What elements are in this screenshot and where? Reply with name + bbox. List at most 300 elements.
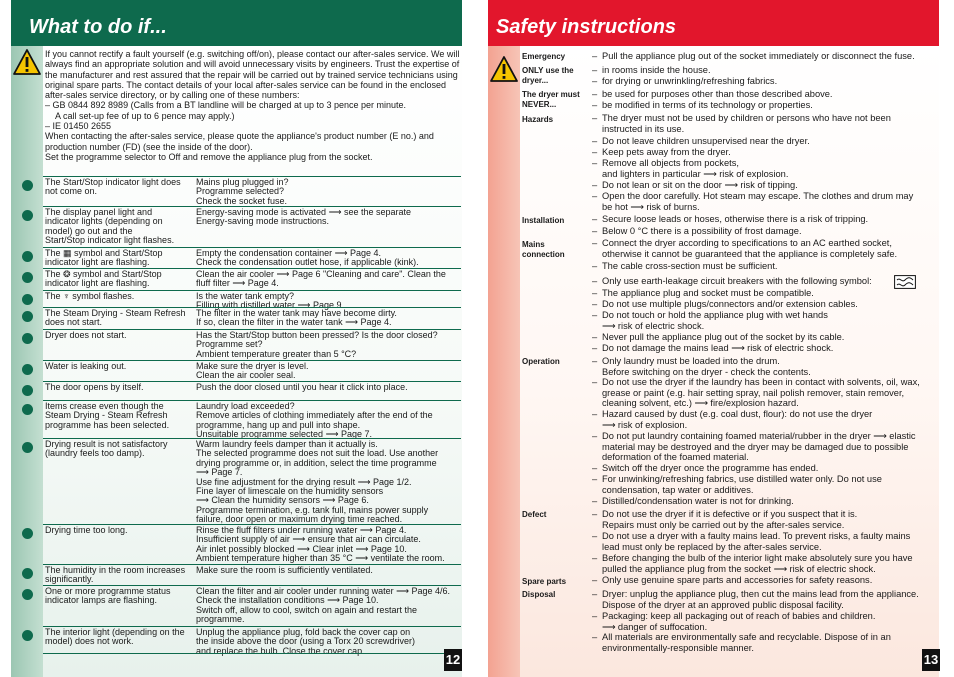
right-page xyxy=(488,0,954,677)
list-dash: – xyxy=(592,288,598,298)
safety-line: instructed in its use. xyxy=(602,123,685,134)
list-dash: – xyxy=(592,474,598,484)
list-dash: – xyxy=(592,377,598,387)
safety-item-text xyxy=(592,113,942,134)
fault-line: Dryer does not start. xyxy=(45,330,127,340)
list-dash: – xyxy=(592,589,598,599)
fault-line: The Start/Stop indicator light does xyxy=(45,177,181,187)
safety-line: Dispose of the dryer at an approved public disposal facility. xyxy=(602,599,844,610)
fault-bullet-icon xyxy=(22,251,33,262)
safety-line: environmentally-responsible manner. xyxy=(602,642,754,653)
safety-item xyxy=(592,589,942,610)
list-dash: – xyxy=(592,299,598,309)
safety-item-text xyxy=(592,332,942,343)
section-label-defect: Defect xyxy=(522,510,547,519)
safety-line: Do not put laundry containing foamed material/rubber in the dryer ⟶ elastic xyxy=(602,431,916,441)
safety-item-text xyxy=(592,356,942,377)
safety-line: Pull the appliance plug out of the socket immediately or disconnect the fuse. xyxy=(602,51,915,61)
fault-remedy xyxy=(196,331,461,359)
safety-line: Below 0 °C there is a possibility of frost damage. xyxy=(602,226,802,236)
safety-item xyxy=(592,575,942,586)
section-label-never: The dryer must NEVER... xyxy=(522,90,580,109)
remedy-line: Unplug the appliance plug, fold back the cover cap on xyxy=(196,627,411,637)
intro-ie-line: – IE 01450 2655 xyxy=(45,121,112,132)
fault-line: does not start. xyxy=(45,317,103,328)
safety-item xyxy=(592,496,942,507)
safety-item-text xyxy=(592,100,942,111)
left-page xyxy=(0,0,466,677)
safety-item xyxy=(592,100,942,111)
safety-item xyxy=(592,377,942,409)
fault-table xyxy=(0,0,466,677)
fault-remedy xyxy=(196,362,461,381)
warning-triangle-icon xyxy=(489,55,519,83)
safety-item xyxy=(592,214,942,225)
fault-description xyxy=(45,526,195,535)
fault-description xyxy=(45,270,195,289)
fault-remedy xyxy=(196,208,461,227)
safety-line: material may be destroyed and the dryer may be damaged due to possible xyxy=(602,441,909,452)
fault-line: The door opens by itself. xyxy=(45,382,144,392)
remedy-line: If so, clean the filter in the water tank ⟶ Page 4. xyxy=(196,317,392,328)
list-dash: – xyxy=(592,276,598,286)
safety-line: Remove all objects from pockets, xyxy=(602,158,739,168)
safety-line: Connect the dryer according to specifications to an AC earthed socket, xyxy=(602,238,892,248)
safety-item-text xyxy=(592,553,942,574)
safety-line: Do not use a dryer with a faulty mains lead. To prevent risks, a faulty mains xyxy=(602,531,911,541)
fault-remedy xyxy=(196,270,461,289)
section-label-emergency: Emergency xyxy=(522,52,566,61)
intro-selector: Set the programme selector to Off and remove the appliance plug from the socket. xyxy=(45,151,373,162)
intro-gb-line: – GB 0844 892 8989 (Calls from a BT landline will be charged at up to 3 pence per minute. xyxy=(45,100,407,111)
safety-list xyxy=(488,0,954,677)
safety-item xyxy=(592,310,942,331)
safety-line: ⟶ risk of electric shock. xyxy=(602,320,705,331)
remedy-line: Check the socket fuse. xyxy=(196,195,288,206)
list-dash: – xyxy=(592,136,598,146)
fault-line: The ❂ symbol and Start/Stop xyxy=(45,269,162,279)
safety-line: Dryer: unplug the appliance plug, then cut the mains lead from the appliance. xyxy=(602,589,919,599)
safety-line: condensation, tap water or additives. xyxy=(602,484,754,495)
fault-line: The ▦ symbol and Start/Stop xyxy=(45,248,163,258)
safety-item-text xyxy=(592,147,942,158)
fault-bullet-icon xyxy=(22,333,33,344)
fault-line: The humidity in the room increases xyxy=(45,565,186,575)
list-dash: – xyxy=(592,431,598,441)
remedy-line: Programme selected? xyxy=(196,186,285,197)
intro-contact: When contacting the after-sales service, please quote the appliance's product number (E no.) and production number (FD) (see the inside of the door). xyxy=(45,131,434,152)
safety-line: The cable cross-section must be sufficient. xyxy=(602,261,778,271)
fault-line: programme has been selected. xyxy=(45,419,170,430)
safety-item-text xyxy=(592,509,942,530)
fault-bullet-icon xyxy=(22,294,33,305)
fault-line: model) does not work. xyxy=(45,636,134,647)
safety-line: Open the door carefully. Hot steam may escape. The clothes and drum may xyxy=(602,191,914,201)
safety-line: Repairs must only be carried out by the after-sales service. xyxy=(602,519,845,530)
fault-remedy xyxy=(196,566,461,575)
fault-line: model) go out and the xyxy=(45,225,133,236)
safety-line: Do not use the dryer if the laundry has been in contact with solvents, oil, wax, xyxy=(602,377,920,387)
remedy-line: Clean the air cooler seal. xyxy=(196,370,296,381)
safety-item xyxy=(592,136,942,147)
section-label-mains: Mains connection xyxy=(522,240,565,259)
list-dash: – xyxy=(592,611,598,621)
safety-line: and lighters in particular ⟶ risk of explosion. xyxy=(602,168,789,179)
safety-item-text xyxy=(592,463,942,474)
fault-bullet-icon xyxy=(22,364,33,375)
fault-line: The interior light (depending on the xyxy=(45,627,185,637)
fault-line: Start/Stop indicator light flashes. xyxy=(45,235,175,246)
fault-line: indicator lights (depending on xyxy=(45,216,163,227)
safety-item-text xyxy=(592,377,942,409)
safety-item-text xyxy=(592,496,942,507)
list-dash: – xyxy=(592,65,598,75)
safety-line: Only use earth-leakage circuit breakers with the following symbol: xyxy=(602,276,872,286)
list-dash: – xyxy=(592,261,598,271)
safety-line: Packaging: keep all packaging out of reach of babies and children. xyxy=(602,611,876,621)
list-dash: – xyxy=(592,180,598,190)
safety-item-text xyxy=(592,51,942,62)
fault-bullet-icon xyxy=(22,180,33,191)
table-row-divider xyxy=(43,653,461,654)
intro-gb-fee: A call set-up fee of up to 6 pence may apply.) xyxy=(55,110,235,121)
safety-line: Do not damage the mains lead ⟶ risk of electric shock. xyxy=(602,343,834,353)
remedy-line: The selected programme does not suit the load. Use another xyxy=(196,448,439,459)
safety-item xyxy=(592,463,942,474)
fault-bullet-icon xyxy=(22,311,33,322)
safety-line: in rooms inside the house. xyxy=(602,65,711,75)
safety-line: be modified in terms of its technology or properties. xyxy=(602,100,813,110)
safety-item xyxy=(592,65,942,76)
safety-line: grease or paint (e.g. hair setting spray, nail polish remover, stain remover, xyxy=(602,387,905,398)
remedy-line: Energy-saving mode instructions. xyxy=(196,216,330,227)
fault-bullet-icon xyxy=(22,630,33,641)
safety-line: The appliance plug and socket must be compatible. xyxy=(602,288,814,298)
page-number: 12 xyxy=(444,649,462,671)
list-dash: – xyxy=(592,632,598,642)
remedy-line: Programme termination, e.g. tank full, mains power supply xyxy=(196,504,429,515)
fault-bullet-icon xyxy=(22,272,33,283)
list-dash: – xyxy=(592,553,598,563)
list-dash: – xyxy=(592,409,598,419)
safety-line: Do not use multiple plugs/connectors and/or extension cables. xyxy=(602,299,858,309)
safety-item xyxy=(592,343,942,354)
safety-line: For unwinking/refreshing fabrics, use distilled water only. Do not use xyxy=(602,474,882,484)
fault-line: significantly. xyxy=(45,574,94,585)
fault-description xyxy=(45,383,195,392)
list-dash: – xyxy=(592,191,598,201)
remedy-line: Fine layer of limescale on the humidity sensors xyxy=(196,486,384,497)
fault-line: Water is leaking out. xyxy=(45,361,127,371)
safety-item-text xyxy=(592,214,942,225)
intro-paragraph: If you cannot rectify a fault yourself (e.g. switching off/on), please contact our after-sales service. We will always find an appropriate solution and will avoid unnecessary visits by engineers. Trust the expertise of the manufacturer and rest assured that the repair will be carried out by trained service technicians using original spare parts. The contact details of your local after-sales service can be found in the enclosed after-sales service directory, or by calling one of these numbers: xyxy=(45,49,460,101)
list-dash: – xyxy=(592,89,598,99)
safety-item xyxy=(592,632,942,653)
list-dash: – xyxy=(592,356,598,366)
safety-item-text xyxy=(592,310,942,331)
fault-line: indicator light are flashing. xyxy=(45,257,150,268)
list-dash: – xyxy=(592,496,598,506)
remedy-line: Ambient temperature greater than 5 °C? xyxy=(196,348,357,359)
remedy-line: Filling with distilled water ⟶ Page 9. xyxy=(196,300,344,311)
fault-description xyxy=(45,309,195,328)
list-dash: – xyxy=(592,147,598,157)
list-dash: – xyxy=(592,332,598,342)
safety-line: Before switching on the dryer - check the contents. xyxy=(602,366,811,377)
safety-item xyxy=(592,431,942,463)
fault-remedy xyxy=(196,440,461,525)
remedy-line: Use fine adjustment for the drying result ⟶ Page 1/2. xyxy=(196,476,412,487)
list-dash: – xyxy=(592,51,598,61)
fault-line: Steam Drying - Steam Refresh xyxy=(45,410,168,421)
safety-line: for drying or unwrinkling/refreshing fabrics. xyxy=(602,76,778,86)
fault-remedy xyxy=(196,628,461,656)
fault-description xyxy=(45,587,195,606)
section-label-installation: Installation xyxy=(522,216,565,225)
remedy-line: Laundry load exceeded? xyxy=(196,401,295,411)
safety-line: Secure loose leads or hoses, otherwise there is a risk of tripping. xyxy=(602,214,869,224)
fault-bullet-icon xyxy=(22,568,33,579)
remedy-line: Mains plug plugged in? xyxy=(196,177,289,187)
fault-line: One or more programme status xyxy=(45,586,171,596)
list-dash: – xyxy=(592,100,598,110)
safety-item-text xyxy=(592,158,942,179)
safety-item-text xyxy=(592,409,942,430)
safety-line: ⟶ danger of suffocation. xyxy=(602,621,708,632)
list-dash: – xyxy=(592,575,598,585)
safety-line: be hot ⟶ risk of burns. xyxy=(602,201,700,212)
remedy-line: the inside above the door (using a Torx 20 screwdriver) xyxy=(196,636,415,647)
fault-description xyxy=(45,208,195,246)
safety-line: Do not lean or sit on the door ⟶ risk of tipping. xyxy=(602,180,798,190)
safety-item xyxy=(592,356,942,377)
safety-line: Only laundry must be loaded into the drum. xyxy=(602,356,780,366)
safety-item xyxy=(592,474,942,495)
fault-remedy xyxy=(196,402,461,440)
safety-item-text xyxy=(592,261,942,272)
remedy-line: Unsuitable programme selected ⟶ Page 7. xyxy=(196,429,372,440)
safety-line: Distilled/condensation water is not for drinking. xyxy=(602,496,794,506)
safety-line: ⟶ risk of explosion. xyxy=(602,419,688,430)
remedy-line: Push the door closed until you hear it click into place. xyxy=(196,382,408,392)
safety-line: Hazard caused by dust (e.g. coal dust, flour): do not use the dryer xyxy=(602,409,873,419)
fault-line: indicator lamps are flashing. xyxy=(45,595,158,606)
section-label-spare: Spare parts xyxy=(522,577,567,586)
safety-item-text xyxy=(592,191,942,212)
safety-line: cleaning solvent, etc.) ⟶ fire/explosion hazard. xyxy=(602,398,799,409)
safety-line: Do not leave children unsupervised near the dryer. xyxy=(602,136,810,146)
fault-line: Items crease even though the xyxy=(45,401,164,411)
safety-item-text xyxy=(592,299,942,310)
remedy-line: Has the Start/Stop button been pressed? Is the door closed? xyxy=(196,330,438,340)
list-dash: – xyxy=(592,113,598,123)
safety-item-text xyxy=(592,589,942,610)
remedy-line: programme. xyxy=(196,614,245,625)
remedy-line: Air inlet possibly blocked ⟶ Clear inlet ⟶ Page 10. xyxy=(196,543,407,554)
safety-item xyxy=(592,158,942,179)
remedy-line: failure, door open or maximum drying time reached. xyxy=(196,514,403,525)
remedy-line: The filter in the water tank may have become dirty. xyxy=(196,308,397,318)
safety-item xyxy=(592,76,942,87)
list-dash: – xyxy=(592,214,598,224)
safety-item xyxy=(592,180,942,191)
safety-line: lead must only be replaced by the after-sales service. xyxy=(602,541,822,552)
safety-line: be used for purposes other than those described above. xyxy=(602,89,833,99)
safety-item-text xyxy=(592,575,942,586)
remedy-line: Check the installation conditions ⟶ Page 10. xyxy=(196,595,379,606)
safety-line: Before changing the bulb of the interior light make absolutely sure you have xyxy=(602,553,913,563)
list-dash: – xyxy=(592,310,598,320)
fault-remedy xyxy=(196,526,461,564)
remedy-line: Ambient temperature higher than 35 °C ⟶ ventilate the room. xyxy=(196,553,445,564)
fault-bullet-icon xyxy=(22,589,33,600)
list-dash: – xyxy=(592,531,598,541)
safety-item xyxy=(592,288,942,299)
fault-line: The display panel light and xyxy=(45,207,153,217)
remedy-line: fluff filter ⟶ Page 4. xyxy=(196,278,279,289)
fault-bullet-icon xyxy=(22,210,33,221)
remedy-line: ⟶ Clean the humidity sensors ⟶ Page 6. xyxy=(196,495,369,506)
fault-line: Drying result is not satisfactory xyxy=(45,439,168,449)
remedy-line: and replace the bulb. Close the cover cap. xyxy=(196,645,365,656)
fault-bullet-icon xyxy=(22,528,33,539)
fault-remedy xyxy=(196,383,461,392)
fault-bullet-icon xyxy=(22,404,33,415)
fault-line: indicator light are flashing. xyxy=(45,278,150,289)
rcd-symbol-icon xyxy=(894,275,916,289)
fault-line: The ♆ symbol flashes. xyxy=(45,291,135,301)
remedy-line: Make sure the dryer is level. xyxy=(196,361,309,371)
safety-line: Keep pets away from the dryer. xyxy=(602,147,731,157)
remedy-line: Programme set? xyxy=(196,339,263,350)
section-label-hazards: Hazards xyxy=(522,115,554,124)
fault-description xyxy=(45,628,195,647)
remedy-line: Is the water tank empty? xyxy=(196,291,295,301)
safety-item xyxy=(592,238,942,259)
section-label-only-use: ONLY use the dryer... xyxy=(522,66,574,85)
safety-line: otherwise it cannot be guaranteed that the appliance is completely safe. xyxy=(602,248,898,259)
list-dash: – xyxy=(592,463,598,473)
safety-item xyxy=(592,276,942,287)
safety-item xyxy=(592,226,942,237)
fault-description xyxy=(45,292,195,301)
remedy-line: Clean the air cooler ⟶ Page 6 "Cleaning and care". Clean the xyxy=(196,269,446,279)
safety-item xyxy=(592,51,942,62)
safety-line: Never pull the appliance plug out of the socket by its cable. xyxy=(602,332,845,342)
fault-description xyxy=(45,402,195,430)
safety-line: Only use genuine spare parts and accessories for safety reasons. xyxy=(602,575,873,585)
safety-item-text xyxy=(592,180,942,191)
safety-item-text xyxy=(592,65,942,76)
fault-bullet-icon xyxy=(22,385,33,396)
safety-line: Switch off the dryer once the programme has ended. xyxy=(602,463,819,473)
fault-description xyxy=(45,440,195,459)
fault-line: (laundry feels too damp). xyxy=(45,448,145,459)
fault-remedy xyxy=(196,178,461,206)
remedy-line: Remove articles of clothing immediately after the end of the xyxy=(196,410,433,421)
safety-line: The dryer must not be used by children or persons who have not been xyxy=(602,113,891,123)
safety-item xyxy=(592,89,942,100)
safety-line: Do not touch or hold the appliance plug with wet hands xyxy=(602,310,828,320)
remedy-line: Energy-saving mode is activated ⟶ see the separate xyxy=(196,207,412,217)
safety-item-text xyxy=(592,431,942,463)
list-dash: – xyxy=(592,509,598,519)
remedy-line: Empty the condensation container ⟶ Page 4. xyxy=(196,248,382,258)
safety-item xyxy=(592,113,942,134)
remedy-line: Insufficient supply of air ⟶ ensure that air can circulate. xyxy=(196,534,421,545)
safety-item-text xyxy=(592,89,942,100)
safety-item-text xyxy=(592,343,942,354)
safety-line: pulled the appliance plug from the socket ⟶ risk of electric shock. xyxy=(602,563,876,574)
page-title: Safety instructions xyxy=(496,16,677,38)
remedy-line: Check the condensation outlet hose, if applicable (kink). xyxy=(196,257,419,268)
fault-remedy xyxy=(196,587,461,625)
safety-line: Do not use the dryer if it is defective or if you suspect that it is. xyxy=(602,509,858,519)
fault-remedy xyxy=(196,249,461,268)
fault-bullet-icon xyxy=(22,442,33,453)
page-number: 13 xyxy=(922,649,940,671)
safety-item xyxy=(592,409,942,430)
safety-item xyxy=(592,531,942,552)
list-dash: – xyxy=(592,76,598,86)
section-label-disposal: Disposal xyxy=(522,590,556,599)
fault-description xyxy=(45,249,195,268)
fault-description xyxy=(45,331,195,340)
safety-line: All materials are environmentally safe and recyclable. Dispose of in an xyxy=(602,632,891,642)
safety-item xyxy=(592,191,942,212)
safety-item-text xyxy=(592,238,942,259)
safety-item-text xyxy=(592,136,942,147)
safety-item-text xyxy=(592,632,942,653)
safety-item xyxy=(592,553,942,574)
safety-item-text xyxy=(592,288,942,299)
remedy-line: drying programme or, in addition, select the time programme xyxy=(196,457,437,468)
safety-item xyxy=(592,332,942,343)
safety-line: deformation of the foamed material. xyxy=(602,452,749,463)
list-dash: – xyxy=(592,226,598,236)
safety-item-text xyxy=(592,276,942,287)
safety-item-text xyxy=(592,474,942,495)
fault-description xyxy=(45,566,195,585)
safety-item-text xyxy=(592,611,942,632)
remedy-line: Clean the filter and air cooler under running water ⟶ Page 4/6. xyxy=(196,586,451,596)
safety-item xyxy=(592,509,942,530)
section-label-operation: Operation xyxy=(522,357,560,366)
list-dash: – xyxy=(592,238,598,248)
safety-item xyxy=(592,261,942,272)
remedy-line: Switch off, allow to cool, switch on again and restart the xyxy=(196,604,417,615)
remedy-line: ⟶ Page 7. xyxy=(196,467,243,478)
remedy-line: Warm laundry feels damper than it actually is. xyxy=(196,439,378,449)
remedy-line: Make sure the room is sufficiently ventilated. xyxy=(196,565,373,575)
page-title: What to do if... xyxy=(29,16,167,38)
safety-item xyxy=(592,611,942,632)
fault-line: not come on. xyxy=(45,186,98,197)
fault-line: The Steam Drying - Steam Refresh xyxy=(45,308,186,318)
safety-item-text xyxy=(592,531,942,552)
remedy-line: programme, hang up and pull into shape. xyxy=(196,419,361,430)
safety-item xyxy=(592,299,942,310)
fault-description xyxy=(45,362,195,371)
fault-remedy xyxy=(196,309,461,328)
safety-item-text xyxy=(592,226,942,237)
list-dash: – xyxy=(592,158,598,168)
safety-item-text xyxy=(592,76,942,87)
list-dash: – xyxy=(592,343,598,353)
fault-description xyxy=(45,178,195,197)
remedy-line: Rinse the fluff filters under running water ⟶ Page 4. xyxy=(196,525,407,535)
fault-line: Drying time too long. xyxy=(45,525,128,535)
